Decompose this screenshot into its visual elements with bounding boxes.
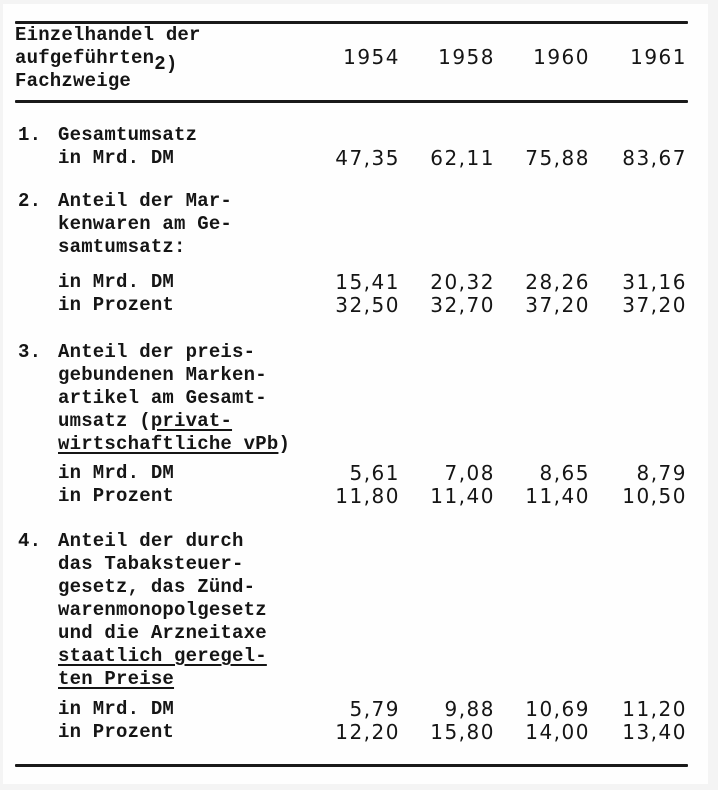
underlined-text: privat- [150, 410, 233, 432]
cell-value: 11,40 [525, 484, 590, 508]
underlined-text: ten Preise [58, 668, 175, 690]
section-number: 2. [18, 190, 42, 212]
section-title-line: umsatz (privat- [58, 410, 233, 432]
cell-value: 28,26 [525, 270, 590, 294]
section-title-line: das Tabaksteuer- [58, 553, 244, 575]
section-title-line: Anteil der durch [58, 530, 244, 552]
row-label: in Prozent [58, 721, 175, 743]
cell-value: 11,40 [430, 484, 495, 508]
section-title-line: artikel am Gesamt- [58, 387, 267, 409]
cell-value: 7,08 [444, 461, 495, 485]
footnote-marker: 2) [154, 53, 178, 75]
section-title-line: Anteil der preis- [58, 341, 256, 363]
cell-value: 62,11 [430, 146, 495, 170]
section-title-line: samtumsatz: [58, 236, 186, 258]
cell-value: 20,32 [430, 270, 495, 294]
header-label-line3: Fachzweige [15, 70, 132, 92]
cell-value: 11,20 [622, 697, 687, 721]
section-title-line: warenmonopolgesetz [58, 599, 267, 621]
cell-value: 37,20 [525, 293, 590, 317]
underlined-text: staatlich geregel- [58, 645, 267, 667]
cell-value: 32,70 [430, 293, 495, 317]
cell-value: 10,50 [622, 484, 687, 508]
row-label: in Mrd. DM [58, 271, 175, 293]
year-header: 1960 [533, 45, 590, 69]
cell-value: 13,40 [622, 720, 687, 744]
cell-value: 5,61 [349, 461, 400, 485]
section-title-line: gebundenen Marken- [58, 364, 267, 386]
cell-value: 10,69 [525, 697, 590, 721]
section-title-line: wirtschaftliche vPb) [58, 433, 291, 455]
cell-value: 14,00 [525, 720, 590, 744]
row-label: in Mrd. DM [58, 147, 175, 169]
row-label: in Prozent [58, 485, 175, 507]
cell-value: 32,50 [335, 293, 400, 317]
section-title: Gesamtumsatz [58, 124, 198, 146]
bottom-rule [15, 764, 688, 767]
header-rule [15, 100, 688, 103]
year-header: 1954 [343, 45, 400, 69]
section-number: 4. [18, 530, 42, 552]
cell-value: 9,88 [444, 697, 495, 721]
section-number: 3. [18, 341, 42, 363]
section-title-line: gesetz, das Zünd- [58, 576, 256, 598]
cell-value: 75,88 [525, 146, 590, 170]
cell-value: 83,67 [622, 146, 687, 170]
underlined-text: wirtschaftliche vPb [58, 433, 279, 455]
year-header: 1958 [438, 45, 495, 69]
row-label: in Mrd. DM [58, 462, 175, 484]
cell-value: 37,20 [622, 293, 687, 317]
section-number: 1. [18, 124, 42, 146]
row-label: in Mrd. DM [58, 698, 175, 720]
section-title-line: Anteil der Mar- [58, 190, 233, 212]
cell-value: 8,79 [636, 461, 687, 485]
header-label-line2: aufgeführten2) [15, 47, 178, 75]
cell-value: 8,65 [539, 461, 590, 485]
cell-value: 11,80 [335, 484, 400, 508]
section-title-line: kenwaren am Ge- [58, 213, 233, 235]
cell-value: 15,80 [430, 720, 495, 744]
cell-value: 47,35 [335, 146, 400, 170]
cell-value: 31,16 [622, 270, 687, 294]
cell-value: 15,41 [335, 270, 400, 294]
header-label-line1: Einzelhandel der [15, 24, 201, 46]
year-header: 1961 [630, 45, 687, 69]
row-label: in Prozent [58, 294, 175, 316]
cell-value: 5,79 [349, 697, 400, 721]
cell-value: 12,20 [335, 720, 400, 744]
section-title-line: und die Arzneitaxe [58, 622, 267, 644]
